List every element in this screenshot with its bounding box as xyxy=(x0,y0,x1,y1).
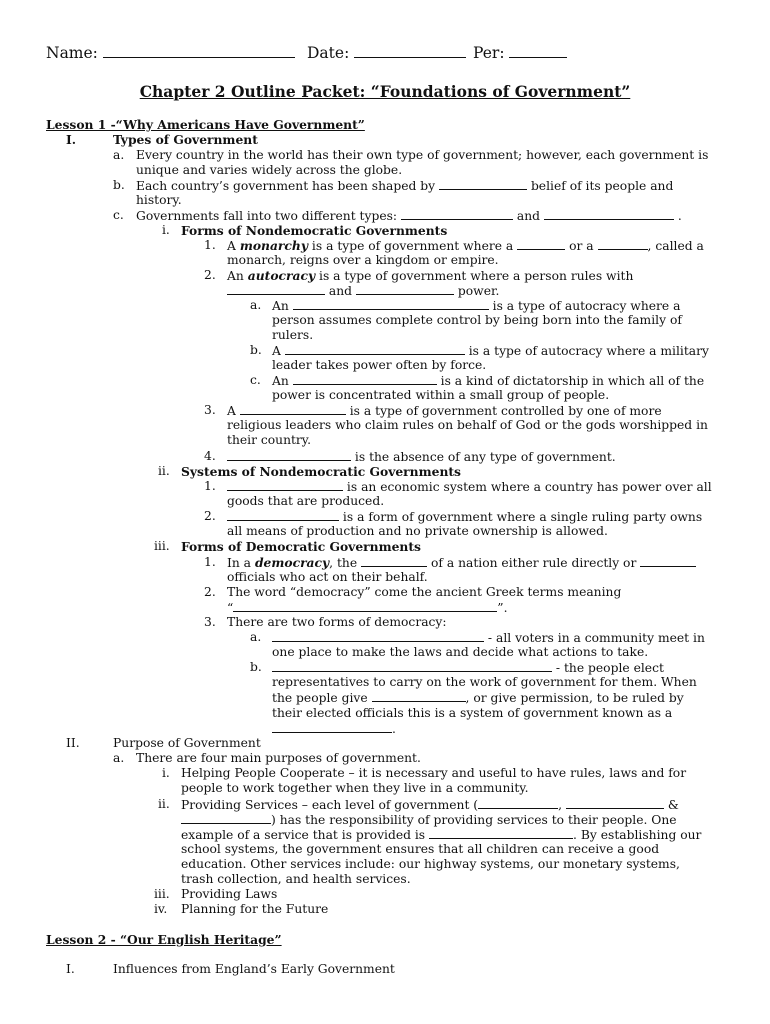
fill-in-blank[interactable] xyxy=(227,509,339,521)
section-title: Purpose of Government xyxy=(113,736,261,750)
name-blank[interactable] xyxy=(103,46,295,58)
per-blank[interactable] xyxy=(509,46,567,58)
key-term: autocracy xyxy=(247,268,316,283)
lesson-2-heading: Lesson 2 - “Our English Heritage” xyxy=(46,932,282,947)
outline-line: their country. xyxy=(227,433,312,447)
outline-line xyxy=(272,373,704,389)
outline-line: Providing Laws xyxy=(181,887,278,901)
text-segment: Governments fall into two different types: xyxy=(136,209,398,223)
text-segment: Providing Services – each level of government ( xyxy=(181,798,479,812)
item-label: a. xyxy=(250,298,262,312)
text-segment: Each country’s government has been shaped by xyxy=(136,179,436,193)
outline-line: There are two forms of democracy: xyxy=(227,615,447,629)
text-segment: , xyxy=(558,798,563,812)
fill-in-blank[interactable] xyxy=(401,208,513,220)
section-number: II. xyxy=(66,736,80,750)
item-label: b. xyxy=(250,660,262,674)
outline-line xyxy=(181,797,679,813)
item-label: 1. xyxy=(204,238,216,252)
text-segment: or a xyxy=(569,239,594,253)
outline-line xyxy=(272,721,396,737)
date-field[interactable] xyxy=(307,44,466,62)
fill-in-blank[interactable] xyxy=(478,797,558,809)
text-segment: is a type of autocracy where a xyxy=(492,299,681,313)
outline-line: all means of production and no private ownership is allowed. xyxy=(227,524,608,538)
item-label: a. xyxy=(250,630,262,644)
outline-line xyxy=(272,298,680,314)
fill-in-blank[interactable] xyxy=(598,238,648,250)
text-segment: power. xyxy=(457,284,500,298)
text-segment: “ xyxy=(227,601,234,615)
fill-in-blank[interactable] xyxy=(293,373,437,385)
fill-in-blank[interactable] xyxy=(240,403,346,415)
fill-in-blank[interactable] xyxy=(544,208,674,220)
fill-in-blank[interactable] xyxy=(517,238,565,250)
fill-in-blank[interactable] xyxy=(272,660,552,672)
text-segment: . xyxy=(392,722,396,736)
fill-in-blank[interactable] xyxy=(640,555,696,567)
item-label: i. xyxy=(162,766,170,780)
item-label: 3. xyxy=(204,403,216,417)
text-segment: example of a service that is provided is xyxy=(181,828,426,842)
fill-in-blank[interactable] xyxy=(361,555,427,567)
section-number: I. xyxy=(66,132,77,147)
name-label: Name: xyxy=(46,44,98,62)
text-segment: is a form of government where a single ruling party owns xyxy=(342,510,703,524)
outline-line xyxy=(227,555,696,571)
outline-line xyxy=(136,178,673,194)
key-term: democracy xyxy=(254,555,330,570)
key-term: monarchy xyxy=(239,238,308,253)
text-segment: ”. xyxy=(497,601,508,615)
fill-in-blank[interactable] xyxy=(285,343,465,355)
text-segment: A xyxy=(272,344,281,358)
item-label: c. xyxy=(250,373,261,387)
outline-line: leader takes power often by force. xyxy=(272,358,487,372)
outline-line xyxy=(227,449,616,465)
text-segment: , or give permission, to be ruled by xyxy=(465,691,684,705)
fill-in-blank[interactable] xyxy=(293,298,489,310)
text-segment: - all voters in a community meet in xyxy=(487,631,705,645)
outline-line: rulers. xyxy=(272,328,314,342)
outline-line: school systems, the government ensures that all children can receive a good xyxy=(181,842,660,856)
fill-in-blank[interactable] xyxy=(439,178,527,190)
text-segment: , the xyxy=(329,556,358,570)
outline-line: education. Other services include: our highway systems, our monetary systems, xyxy=(181,857,680,871)
outline-line xyxy=(227,283,499,299)
outline-line: people to work together when they live in a community. xyxy=(181,781,529,795)
outline-line xyxy=(181,812,677,828)
text-segment: is the absence of any type of government. xyxy=(354,450,616,464)
outline-line xyxy=(272,630,705,646)
section-title: Types of Government xyxy=(113,132,258,147)
outline-line xyxy=(227,238,704,254)
outline-line: Every country in the world has their own type of government; however, each government is xyxy=(136,148,709,162)
text-segment: is a kind of dictatorship in which all of the xyxy=(440,374,705,388)
item-label: i. xyxy=(162,223,170,237)
outline-line: There are four main purposes of government. xyxy=(136,751,421,765)
outline-line xyxy=(227,600,508,616)
text-segment: is an economic system where a country has power over all xyxy=(346,480,712,494)
text-segment: . xyxy=(677,209,682,223)
item-label: b. xyxy=(113,178,125,192)
item-label: iii. xyxy=(154,887,170,901)
item-label: iii. xyxy=(154,539,170,553)
fill-in-blank[interactable] xyxy=(429,827,573,839)
fill-in-blank[interactable] xyxy=(227,479,343,491)
item-label: a. xyxy=(113,148,125,162)
text-segment: , called a xyxy=(647,239,704,253)
item-label: 3. xyxy=(204,615,216,629)
outline-line xyxy=(272,690,684,706)
section-title: Influences from England’s Early Government xyxy=(113,962,395,976)
fill-in-blank[interactable] xyxy=(272,721,392,733)
fill-in-blank[interactable] xyxy=(233,600,497,612)
outline-line xyxy=(227,268,633,284)
text-segment: A xyxy=(227,404,236,418)
text-segment: - the people elect xyxy=(555,661,664,675)
text-segment: is a type of government where a person rules with xyxy=(319,269,634,283)
text-segment: belief of its people and xyxy=(530,179,674,193)
item-label: ii. xyxy=(158,797,170,811)
outline-line: religious leaders who claim rules on behalf of God or the gods worshipped in xyxy=(227,418,708,432)
name-field[interactable] xyxy=(46,44,295,62)
text-segment: is a type of government controlled by one of more xyxy=(349,404,662,418)
section-number: I. xyxy=(66,962,75,976)
text-segment: An xyxy=(272,299,289,313)
page-title: Chapter 2 Outline Packet: “Foundations of Government” xyxy=(139,82,631,101)
text-segment: An xyxy=(272,374,289,388)
text-segment: A xyxy=(227,239,236,253)
per-label: Per: xyxy=(473,44,505,62)
item-label: 1. xyxy=(204,479,216,493)
outline-line xyxy=(136,208,682,224)
text-segment: and xyxy=(516,209,541,223)
item-label: 2. xyxy=(204,509,216,523)
outline-line: their elected officials this is a system of government known as a xyxy=(272,706,673,720)
item-label: 4. xyxy=(204,449,216,463)
fill-in-blank[interactable] xyxy=(181,812,271,824)
text-segment: is a type of government where a xyxy=(311,239,514,253)
text-segment: . By establishing our xyxy=(573,828,702,842)
fill-in-blank[interactable] xyxy=(272,630,484,642)
text-segment: of a nation either rule directly or xyxy=(430,556,637,570)
outline-line: history. xyxy=(136,193,182,207)
outline-line xyxy=(227,403,662,419)
period-field[interactable] xyxy=(473,44,567,62)
item-label: 2. xyxy=(204,585,216,599)
subsection-title: Forms of Nondemocratic Governments xyxy=(181,223,448,238)
fill-in-blank[interactable] xyxy=(372,690,466,702)
outline-line xyxy=(227,479,712,495)
fill-in-blank[interactable] xyxy=(227,449,351,461)
text-segment: is a type of autocracy where a military xyxy=(468,344,709,358)
fill-in-blank[interactable] xyxy=(566,797,664,809)
outline-line: unique and varies widely across the globe. xyxy=(136,163,403,177)
text-segment: the people give xyxy=(272,691,368,705)
text-segment: & xyxy=(667,798,679,812)
outline-line xyxy=(181,827,701,843)
subsection-title: Forms of Democratic Governments xyxy=(181,539,421,554)
outline-line: Planning for the Future xyxy=(181,902,329,916)
outline-line: trash collection, and health services. xyxy=(181,872,411,886)
fill-in-blank[interactable] xyxy=(227,283,325,295)
outline-line xyxy=(272,343,709,359)
outline-line: one place to make the laws and decide what actions to take. xyxy=(272,645,649,659)
item-label: ii. xyxy=(158,464,170,478)
outline-line: The word “democracy” come the ancient Greek terms meaning xyxy=(227,585,622,599)
date-blank[interactable] xyxy=(354,46,466,58)
text-segment: ) has the responsibility of providing services to their people. One xyxy=(271,813,677,827)
item-label: 1. xyxy=(204,555,216,569)
item-label: b. xyxy=(250,343,262,357)
fill-in-blank[interactable] xyxy=(356,283,454,295)
lesson-1-heading: Lesson 1 -“Why Americans Have Government” xyxy=(46,117,365,132)
outline-line: goods that are produced. xyxy=(227,494,385,508)
item-label: c. xyxy=(113,208,124,222)
outline-line xyxy=(272,660,664,676)
outline-line: representatives to carry on the work of government for them. When xyxy=(272,675,697,689)
subsection-title: Systems of Nondemocratic Governments xyxy=(181,464,461,479)
outline-line: monarch, reigns over a kingdom or empire. xyxy=(227,253,499,267)
outline-line xyxy=(227,509,702,525)
date-label: Date: xyxy=(307,44,350,62)
item-label: iv. xyxy=(154,902,168,916)
text-segment: An xyxy=(227,269,244,283)
outline-line: power is concentrated within a small group of people. xyxy=(272,388,610,402)
text-segment: and xyxy=(328,284,353,298)
text-segment: In a xyxy=(227,556,252,570)
outline-line: Helping People Cooperate – it is necessary and useful to have rules, laws and for xyxy=(181,766,687,780)
outline-line: officials who act on their behalf. xyxy=(227,570,428,584)
item-label: 2. xyxy=(204,268,216,282)
item-label: a. xyxy=(113,751,125,765)
outline-line: person assumes complete control by being born into the family of xyxy=(272,313,682,327)
